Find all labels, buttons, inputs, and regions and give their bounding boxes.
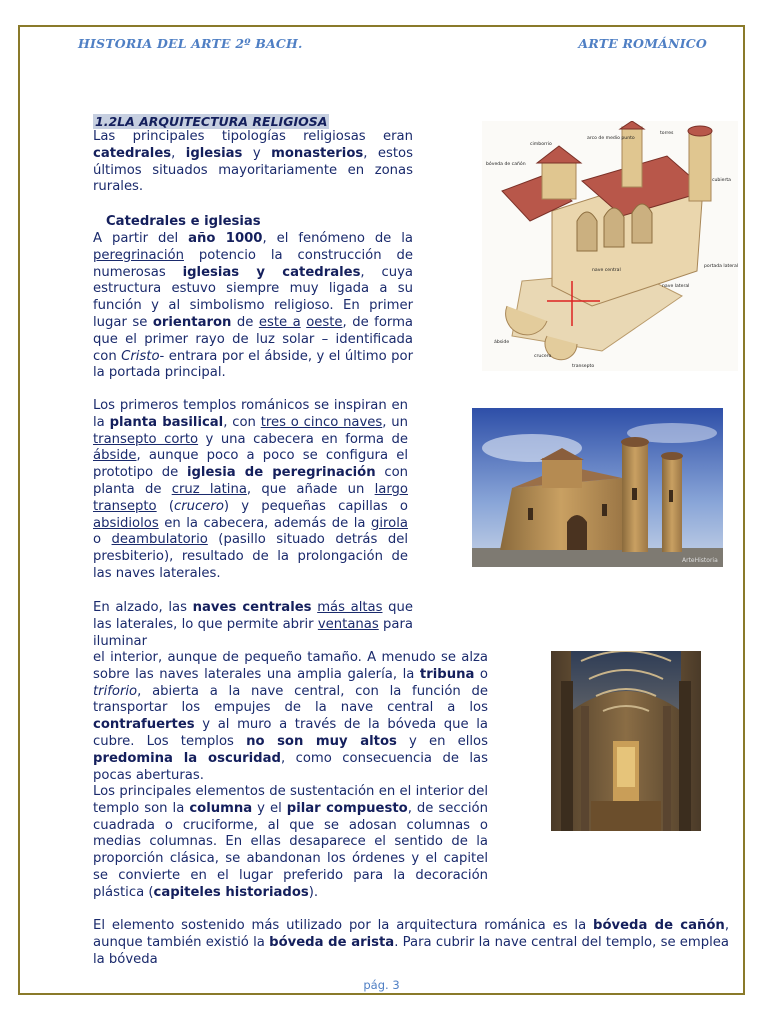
label-torres: torres bbox=[660, 131, 674, 136]
church-interior-photo bbox=[551, 651, 701, 831]
paragraph-floor-plan: Los primeros templos románicos se inspiran en la planta basilical, con tres o cinco naves, un transepto corto y una cabecera en forma de ábside, aunque poco a poco se configura el prototipo de iglesia de peregrinación con planta de cruz latina, que añade un largo transepto (crucero) y pequeñas capillas o absidiolos en la cabecera, además de la girola o deambulatorio (pasillo situado detrás del presbiterio), resultado de la prolongación de las naves laterales. bbox=[93, 398, 409, 581]
label-cubierta: cubierta bbox=[712, 178, 731, 183]
paragraph-vaults: El elemento sostenido más utilizado por la arquitectura románica es la bóveda de cañón, aunque también existió la bóveda de arista. Para cubrir la nave central del templo, se emplea la bóveda bbox=[93, 918, 730, 967]
page-number: pág. 3 bbox=[363, 978, 400, 992]
label-portada: portada lateral bbox=[704, 264, 738, 269]
section-title: 1.2LA ARQUITECTURA RELIGIOSA bbox=[95, 114, 328, 129]
label-cimborrio: cimborrio bbox=[530, 142, 552, 147]
paragraph-pilgrimage: A partir del año 1000, el fenómeno de la peregrinación potencio la construcción de numerosas iglesias y catedrales, cuya estructura estuvo siempre muy ligada a su función y al simbolismo religioso. En primer lugar se orientaron de este a oeste, de forma que el primer rayo de luz solar – identificada con Cristo- entrara por el ábside, y el último por la portada principal. bbox=[93, 231, 414, 381]
label-boveda: bóveda de cañón bbox=[486, 162, 526, 167]
header-course: HISTORIA DEL ARTE 2º BACH. bbox=[78, 36, 303, 51]
paragraph-typologies: Las principales tipologías religiosas eran catedrales, iglesias y monasterios, estos últimos situados mayoritariamente en zonas rurales. bbox=[93, 129, 413, 195]
label-crucero: crucero bbox=[534, 354, 552, 359]
header-topic: ARTE ROMÁNICO bbox=[578, 36, 707, 51]
paragraph-supports: Los principales elementos de sustentación en el interior del templo son la columna y el pilar compuesto, de sección cuadrada o cruciforme, al que se adosan columnas o medias columnas. En ellas desaparece el sentido de la proporción clásica, se abandonan los órdenes y el capitel se convierte en el lugar preferido para la decoración plástica (capiteles historiados). bbox=[93, 784, 488, 900]
label-nave-central: nave central bbox=[592, 268, 621, 273]
church-exterior-photo bbox=[472, 408, 723, 567]
paragraph-elevation: el interior, aunque de pequeño tamaño. A menudo se alza sobre las naves laterales una amplia galería, la tribuna o triforio, abierta a la nave central, con la función de transportar los empujes de la nave central a los contrafuertes y al muro a través de la bóveda que la cubre. Los templos no son muy altos y en ellos predomina la oscuridad, como consecuencia de las pocas aberturas. bbox=[93, 650, 489, 783]
page-frame bbox=[18, 25, 745, 995]
subsection-title: Catedrales e iglesias bbox=[106, 214, 261, 229]
label-transepto: transepto bbox=[572, 364, 595, 369]
label-abside: ábside bbox=[494, 340, 510, 345]
label-arco: arco de medio punto bbox=[587, 136, 635, 141]
photo-credit: ArteHistoria bbox=[682, 557, 718, 564]
church-cutaway-diagram bbox=[482, 121, 738, 371]
paragraph-elevation-start: En alzado, las naves centrales más altas que las laterales, lo que permite abrir ventanas para iluminar bbox=[93, 600, 413, 649]
label-nave-lateral: nave lateral bbox=[662, 284, 690, 289]
